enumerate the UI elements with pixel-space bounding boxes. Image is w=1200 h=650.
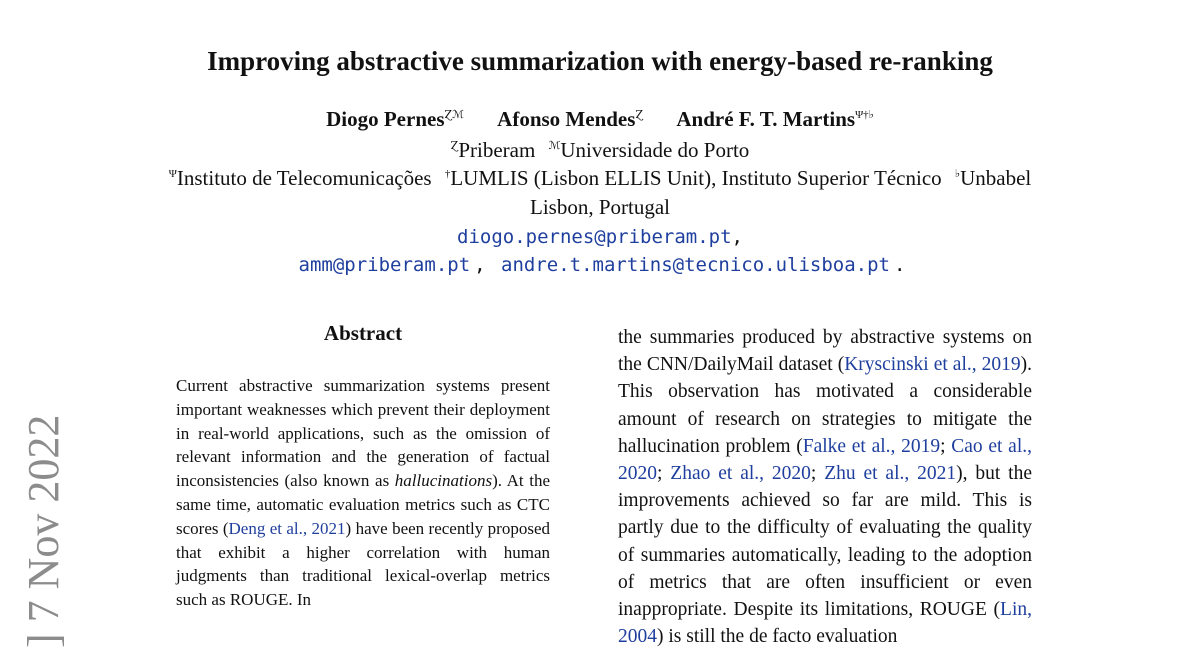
email-separator: ,: [474, 254, 486, 276]
author-afonso-mendes: Afonso Mendes$^Ɀ$: [497, 107, 644, 131]
affiliation-marks: Ɀ: [635, 109, 644, 121]
citation-zhu-2021[interactable]: Zhu et al., 2021: [824, 463, 957, 485]
affiliation-unbabel: ♭Unbabel: [954, 166, 1032, 190]
citation-falke-2019[interactable]: Falke et al., 2019: [802, 435, 941, 457]
email-afonso[interactable]: amm@priberam.pt: [298, 254, 471, 276]
affiliation-it: $^\Psi$Instituto de Telecomunicações: [168, 166, 432, 190]
affiliation-line-1: [0, 138, 1200, 163]
affiliation-location: Lisbon, Portugal: [530, 195, 670, 219]
author-andre-martins: André F. T. Martins$^{\Psi\dagger♭}$: [676, 107, 874, 131]
email-terminator: .: [893, 254, 906, 276]
citation-zhao-2020[interactable]: Zhao et al., 2020: [670, 463, 811, 485]
paper-title: Improving abstractive summarization with energy-based re-ranking: [207, 46, 993, 76]
affiliation-marks: Ɀℳ: [444, 109, 464, 121]
author-diogo-pernes: Diogo Pernes$^{Ɀℳ}$: [326, 107, 464, 131]
citation-cao-2020[interactable]: Cao et al., 2020: [618, 435, 1032, 485]
citation-deng-2021[interactable]: Deng et al., 2021: [228, 518, 346, 538]
email-diogo[interactable]: diogo.pernes@priberam.pt: [457, 226, 732, 248]
email-separator: ,: [731, 226, 743, 248]
abstract-text: Current abstractive summarization systems present important weaknesses which prevent their deployment in real-world applications, such as the omission of relevant information and the generation of factual inconsistencies (also known as hallucinations). At the same time, automatic evaluation metrics such as CTC scores (Deng et al., 2021) have been recently proposed that exhibit a higher correlation with human judgments than traditional lexical-overlap metrics such as ROUGE. In: [176, 376, 550, 610]
email-andre[interactable]: andre.t.martins@tecnico.ulisboa.pt: [501, 254, 890, 276]
arxiv-date-stamp: ] 7 Nov 2022: [19, 414, 68, 648]
email-line-1: [0, 226, 1200, 248]
citation-kryscinski-2019[interactable]: Kryscinski et al., 2019: [844, 354, 1021, 376]
introduction-text: the summaries produced by abstractive systems on the CNN/DailyMail dataset (Kryscinski et al., 2019). This observation has motivated a considerable amount of research on strategies to mitigate the hallucination problem (Falke et al., 2019; Cao et al., 2020; Zhao et al., 2020; Zhu et al., 2021), but the improvements achieved so far are mild. This is partly due to the difficulty of evaluating the quality of summaries automatically, leading to the adoption of metrics that are often insufficient or even inappropriate. Despite its limitations, ROUGE (Lin, 2004) is still the de facto evaluation: [618, 327, 1032, 648]
affiliation-porto: $^ℳ$Universidade do Porto: [548, 138, 750, 162]
author-list: [0, 107, 1200, 132]
affiliation-marks: Ψ†♭: [855, 109, 874, 121]
abstract-heading: Abstract: [323, 321, 403, 345]
affiliation-priberam: $^Ɀ$Priberam: [450, 138, 536, 162]
citation-lin-2004[interactable]: Lin, 2004: [618, 599, 1032, 648]
affiliation-lumlis: †LUMLIS (Lisbon ELLIS Unit), Instituto Superior Técnico: [444, 166, 942, 190]
email-line-2: [0, 254, 1200, 276]
affiliation-line-2: [0, 166, 1200, 191]
